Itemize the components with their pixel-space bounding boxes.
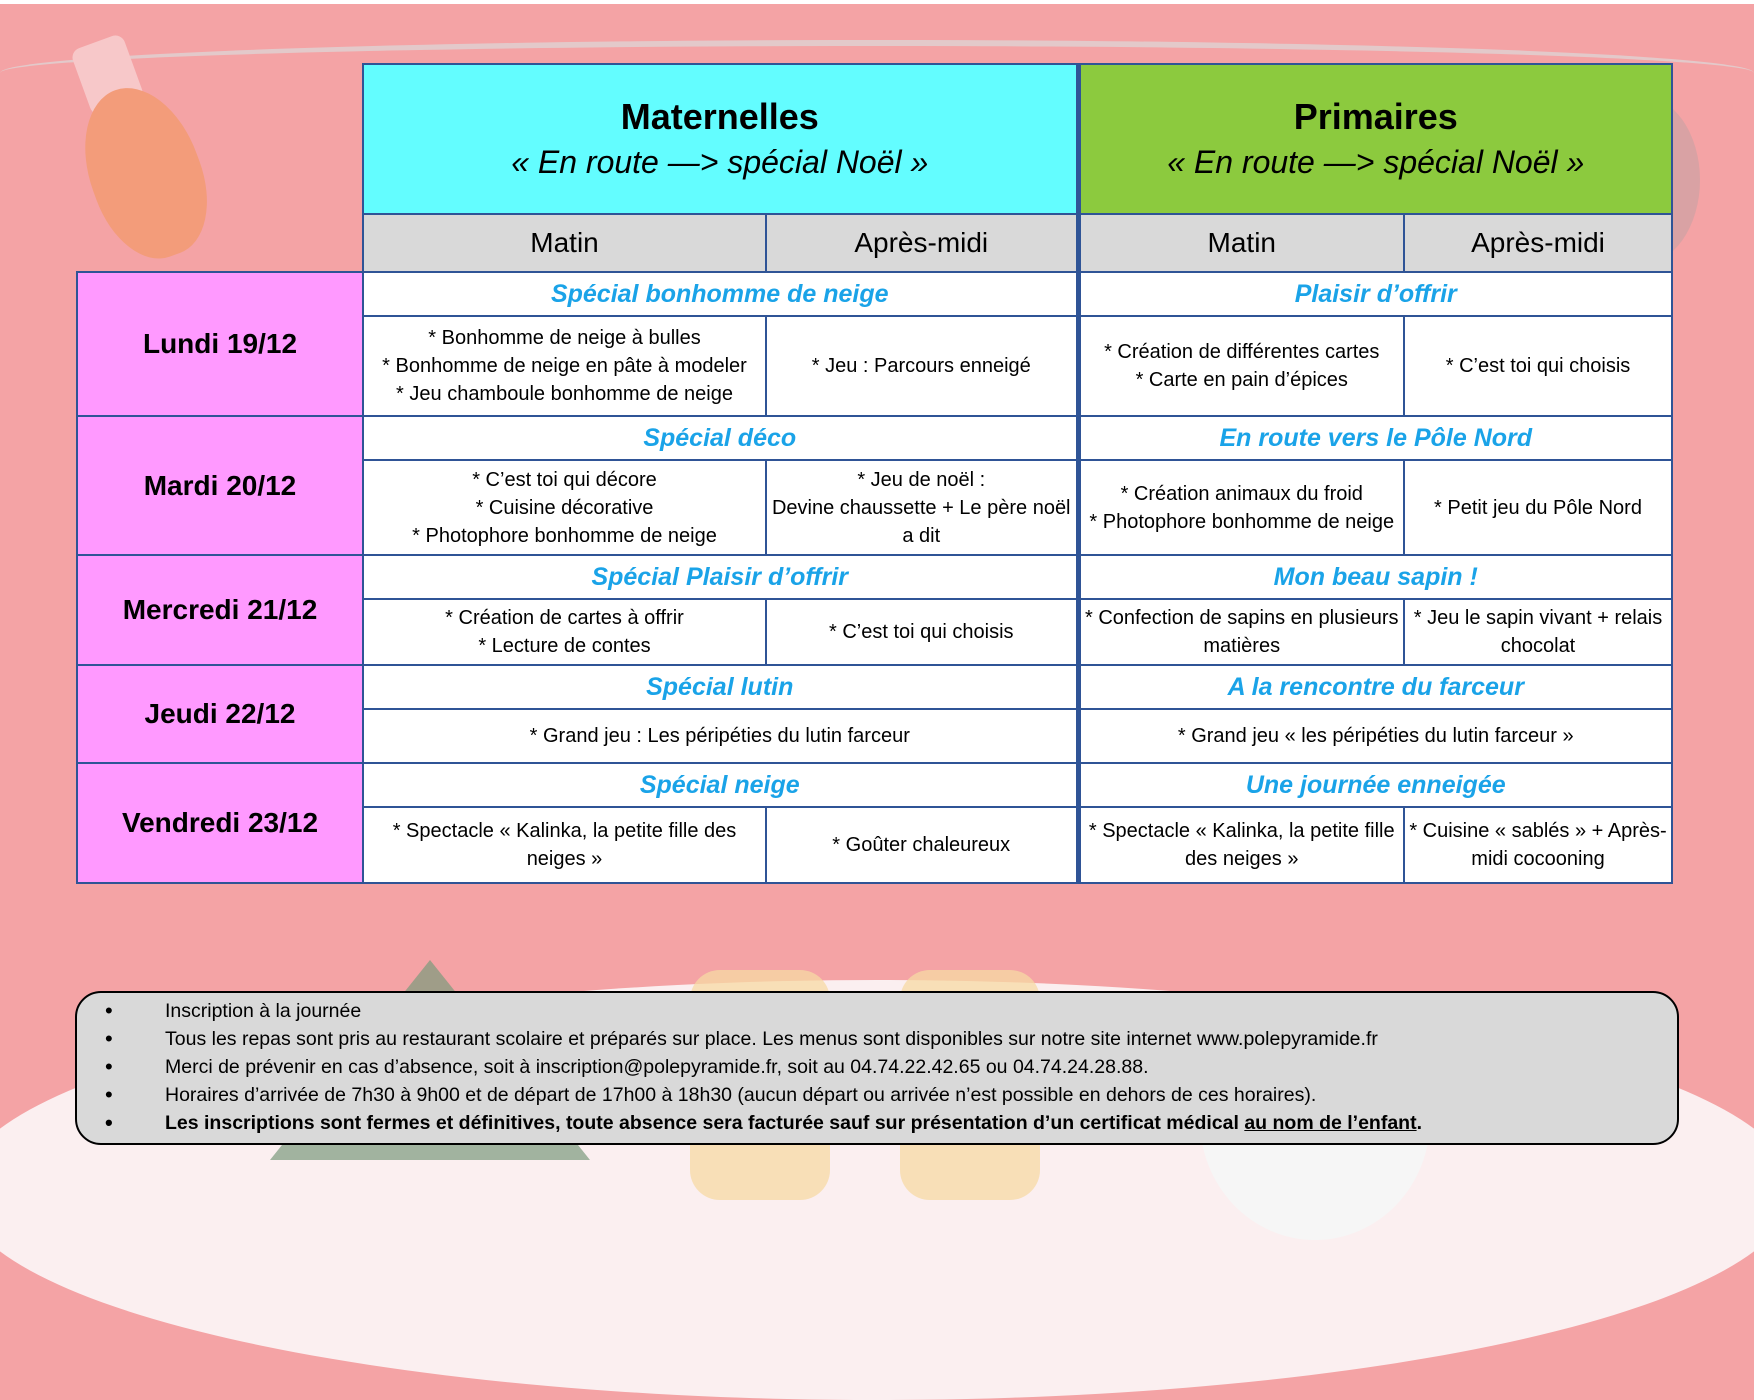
top-border — [0, 0, 1754, 4]
empty-corner — [77, 214, 363, 272]
maternelles-subtitle: « En route —> spécial Noël » — [511, 144, 929, 180]
primaires-full-day-activity: * Grand jeu « les péripéties du lutin farceur » — [1078, 709, 1672, 763]
maternelles-title: Maternelles — [620, 96, 819, 137]
activity-line: * Création animaux du froid — [1120, 482, 1363, 505]
day-label: Mercredi 21/12 — [77, 555, 363, 665]
maternelles-afternoon-activities — [766, 460, 1078, 555]
activity-line: * Cuisine décorative — [475, 496, 654, 519]
maternelles-afternoon-activities — [766, 807, 1078, 883]
maternelles-full-day-activity: * Grand jeu : Les péripéties du lutin farceur — [363, 709, 1078, 763]
maternelles-theme: Spécial bonhomme de neige — [363, 272, 1078, 316]
maternelles-afternoon-header: Après-midi — [766, 214, 1078, 272]
activity-line: * Jeu : Parcours enneigé — [811, 355, 1031, 377]
primaires-theme: En route vers le Pôle Nord — [1078, 416, 1672, 460]
day-label: Vendredi 23/12 — [77, 763, 363, 883]
maternelles-morning-activities — [363, 460, 766, 555]
primaires-morning-activities — [1078, 807, 1404, 883]
primaires-afternoon-activities — [1404, 807, 1672, 883]
primaires-morning-activities — [1078, 460, 1404, 555]
activity-line: * Spectacle « Kalinka, la petite fille des neiges » — [1088, 820, 1395, 870]
maternelles-morning-activities — [363, 807, 766, 883]
activity-line: * Création de cartes à offrir — [445, 607, 684, 629]
activity-line: * C’est toi qui décore — [472, 468, 657, 491]
primaires-header — [1078, 64, 1672, 214]
activity-line: * Création de différentes cartes — [1104, 341, 1380, 363]
note-item: • Merci de prévenir en cas d’absence, soit à inscription@polepyramide.fr, soit au 04.74.22.42.65 ou 04.74.24.28.88. — [77, 1053, 1677, 1081]
primaires-theme: Une journée enneigée — [1078, 763, 1672, 807]
maternelles-morning-activities — [363, 599, 766, 665]
note-item: • Tous les repas sont pris au restaurant scolaire et préparés sur place. Les menus sont disponibles sur notre site internet www.polepyramide.fr — [77, 1025, 1677, 1053]
primaires-morning-header: Matin — [1078, 214, 1404, 272]
activity-line: * Carte en pain d’épices — [1135, 369, 1348, 391]
primaires-afternoon-activities — [1404, 460, 1672, 555]
maternelles-afternoon-activities — [766, 599, 1078, 665]
activity-line: * Photophore bonhomme de neige — [412, 524, 717, 547]
activity-line: * Photophore bonhomme de neige — [1089, 510, 1395, 533]
day-label: Lundi 19/12 — [77, 272, 363, 416]
primaires-morning-activities — [1078, 599, 1404, 665]
activity-line: * Spectacle « Kalinka, la petite fille des neiges » — [392, 820, 737, 870]
activity-line: Devine chaussette + Le père noël a dit — [771, 496, 1071, 547]
activity-line: * Confection de sapins en plusieurs matières — [1084, 607, 1399, 657]
day-label: Jeudi 22/12 — [77, 665, 363, 763]
primaires-afternoon-activities — [1404, 599, 1672, 665]
activity-line: * Jeu chamboule bonhomme de neige — [396, 383, 733, 405]
maternelles-morning-activities — [363, 316, 766, 416]
note-underlined: au nom de l’enfant — [1244, 1112, 1417, 1134]
activity-line: * Lecture de contes — [478, 635, 651, 657]
notes-list — [77, 997, 1677, 1137]
primaires-subtitle: « En route —> spécial Noël » — [1167, 144, 1585, 180]
activity-line: * C’est toi qui choisis — [828, 621, 1014, 643]
maternelles-morning-header: Matin — [363, 214, 766, 272]
primaires-morning-activities — [1078, 316, 1404, 416]
maternelles-afternoon-activities — [766, 316, 1078, 416]
maternelles-theme: Spécial déco — [363, 416, 1078, 460]
primaires-afternoon-activities — [1404, 316, 1672, 416]
activity-line: * Jeu le sapin vivant + relais chocolat — [1413, 607, 1663, 657]
activity-line: * Jeu de noël : — [857, 468, 986, 491]
activity-line: * Cuisine « sablés » + Après-midi cocooning — [1409, 820, 1667, 870]
activity-line: * Bonhomme de neige à bulles — [428, 327, 701, 349]
note-item: • Inscription à la journée — [77, 997, 1677, 1025]
activity-line: * C’est toi qui choisis — [1445, 355, 1631, 377]
primaires-theme: Plaisir d’offrir — [1078, 272, 1672, 316]
note-item: • Horaires d’arrivée de 7h30 à 9h00 et de départ de 17h00 à 18h30 (aucun départ ou arrivée n’est possible en dehors de ces horaires). — [77, 1081, 1677, 1109]
note-end: . — [1416, 1112, 1423, 1134]
activity-line: * Petit jeu du Pôle Nord — [1434, 496, 1642, 519]
schedule-table — [76, 63, 1673, 884]
schedule-rows — [77, 272, 1672, 883]
primaires-afternoon-header: Après-midi — [1404, 214, 1672, 272]
primaires-theme: Mon beau sapin ! — [1078, 555, 1672, 599]
empty-corner — [77, 64, 363, 214]
primaires-theme: A la rencontre du farceur — [1078, 665, 1672, 709]
activity-line: * Goûter chaleureux — [832, 834, 1011, 856]
info-notes — [75, 991, 1679, 1145]
maternelles-header — [363, 64, 1078, 214]
maternelles-theme: Spécial neige — [363, 763, 1078, 807]
note-item-registration — [77, 1109, 1677, 1137]
primaires-title: Primaires — [1293, 96, 1458, 137]
maternelles-theme: Spécial lutin — [363, 665, 1078, 709]
maternelles-theme: Spécial Plaisir d’offrir — [363, 555, 1078, 599]
note-text: Les inscriptions sont fermes et définitives, toute absence sera facturée sauf sur présentation d’un certificat médical — [165, 1112, 1245, 1134]
activity-line: * Bonhomme de neige en pâte à modeler — [382, 355, 747, 377]
day-label: Mardi 20/12 — [77, 416, 363, 555]
